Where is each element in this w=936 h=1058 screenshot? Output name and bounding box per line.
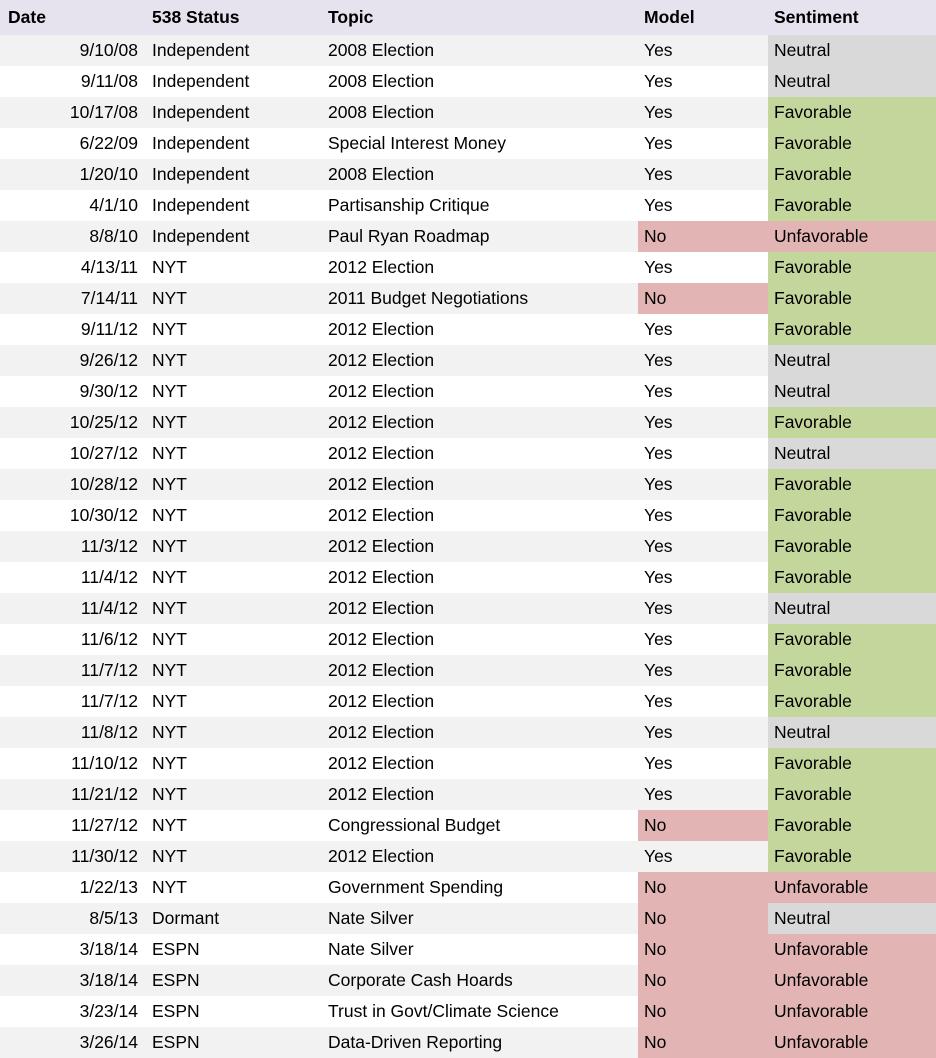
cell-model: Yes <box>638 159 768 190</box>
cell-status: NYT <box>146 717 322 748</box>
cell-sentiment: Unfavorable <box>768 965 936 996</box>
cell-sentiment: Favorable <box>768 500 936 531</box>
table-row <box>0 314 936 345</box>
cell-sentiment: Favorable <box>768 686 936 717</box>
cell-topic: 2012 Election <box>322 593 638 624</box>
cell-model: Yes <box>638 376 768 407</box>
cell-status: NYT <box>146 872 322 903</box>
cell-model: Yes <box>638 748 768 779</box>
cell-date: 11/30/12 <box>0 841 146 872</box>
table-row <box>0 624 936 655</box>
cell-status: ESPN <box>146 996 322 1027</box>
cell-status: Independent <box>146 128 322 159</box>
cell-sentiment: Neutral <box>768 593 936 624</box>
cell-topic: Partisanship Critique <box>322 190 638 221</box>
cell-model: Yes <box>638 35 768 66</box>
cell-status: NYT <box>146 252 322 283</box>
cell-sentiment: Favorable <box>768 562 936 593</box>
cell-status: NYT <box>146 438 322 469</box>
table-row <box>0 221 936 252</box>
table-row <box>0 748 936 779</box>
table-row <box>0 934 936 965</box>
cell-topic: 2012 Election <box>322 438 638 469</box>
cell-date: 9/30/12 <box>0 376 146 407</box>
cell-date: 4/1/10 <box>0 190 146 221</box>
cell-sentiment: Favorable <box>768 748 936 779</box>
cell-sentiment: Favorable <box>768 841 936 872</box>
cell-status: NYT <box>146 748 322 779</box>
cell-model: No <box>638 221 768 252</box>
cell-topic: 2008 Election <box>322 66 638 97</box>
table-header <box>0 0 936 35</box>
cell-model: Yes <box>638 624 768 655</box>
cell-model: Yes <box>638 686 768 717</box>
cell-topic: Paul Ryan Roadmap <box>322 221 638 252</box>
cell-status: NYT <box>146 593 322 624</box>
cell-date: 11/6/12 <box>0 624 146 655</box>
cell-sentiment: Favorable <box>768 624 936 655</box>
table-header-row <box>0 0 936 35</box>
cell-sentiment: Favorable <box>768 314 936 345</box>
cell-status: NYT <box>146 624 322 655</box>
cell-date: 11/27/12 <box>0 810 146 841</box>
cell-date: 3/18/14 <box>0 965 146 996</box>
cell-date: 9/11/08 <box>0 66 146 97</box>
column-header-model: Model <box>638 0 768 35</box>
table-row <box>0 97 936 128</box>
cell-status: ESPN <box>146 934 322 965</box>
table-row <box>0 531 936 562</box>
cell-sentiment: Favorable <box>768 531 936 562</box>
cell-date: 11/8/12 <box>0 717 146 748</box>
cell-status: NYT <box>146 500 322 531</box>
table-row <box>0 686 936 717</box>
cell-topic: Trust in Govt/Climate Science <box>322 996 638 1027</box>
table-row <box>0 345 936 376</box>
cell-model: Yes <box>638 500 768 531</box>
table-row <box>0 190 936 221</box>
cell-status: Independent <box>146 221 322 252</box>
cell-date: 3/18/14 <box>0 934 146 965</box>
column-header-date: Date <box>0 0 146 35</box>
cell-topic: 2012 Election <box>322 314 638 345</box>
table-row <box>0 159 936 190</box>
cell-status: Independent <box>146 66 322 97</box>
cell-sentiment: Neutral <box>768 345 936 376</box>
table-row <box>0 717 936 748</box>
cell-topic: 2012 Election <box>322 624 638 655</box>
cell-date: 4/13/11 <box>0 252 146 283</box>
cell-topic: 2012 Election <box>322 252 638 283</box>
table-row <box>0 872 936 903</box>
cell-status: Independent <box>146 35 322 66</box>
cell-status: NYT <box>146 562 322 593</box>
cell-sentiment: Unfavorable <box>768 1027 936 1058</box>
cell-model: Yes <box>638 314 768 345</box>
cell-model: Yes <box>638 531 768 562</box>
cell-status: NYT <box>146 469 322 500</box>
cell-date: 11/7/12 <box>0 686 146 717</box>
table-row <box>0 35 936 66</box>
table-row <box>0 283 936 314</box>
cell-model: Yes <box>638 345 768 376</box>
cell-status: NYT <box>146 686 322 717</box>
cell-topic: 2011 Budget Negotiations <box>322 283 638 314</box>
cell-date: 8/8/10 <box>0 221 146 252</box>
table-row <box>0 1027 936 1058</box>
cell-date: 3/26/14 <box>0 1027 146 1058</box>
cell-date: 10/30/12 <box>0 500 146 531</box>
table-row <box>0 252 936 283</box>
cell-topic: 2008 Election <box>322 97 638 128</box>
cell-sentiment: Favorable <box>768 655 936 686</box>
cell-topic: Data-Driven Reporting <box>322 1027 638 1058</box>
cell-date: 11/21/12 <box>0 779 146 810</box>
cell-sentiment: Unfavorable <box>768 221 936 252</box>
cell-status: NYT <box>146 655 322 686</box>
cell-date: 1/20/10 <box>0 159 146 190</box>
cell-topic: Congressional Budget <box>322 810 638 841</box>
cell-sentiment: Neutral <box>768 35 936 66</box>
cell-topic: 2012 Election <box>322 779 638 810</box>
cell-model: Yes <box>638 66 768 97</box>
cell-model: No <box>638 810 768 841</box>
cell-sentiment: Favorable <box>768 190 936 221</box>
cell-date: 11/10/12 <box>0 748 146 779</box>
cell-model: Yes <box>638 593 768 624</box>
table-row <box>0 996 936 1027</box>
cell-topic: 2012 Election <box>322 748 638 779</box>
table-row <box>0 903 936 934</box>
cell-status: NYT <box>146 841 322 872</box>
cell-model: Yes <box>638 655 768 686</box>
cell-date: 11/7/12 <box>0 655 146 686</box>
cell-topic: 2012 Election <box>322 717 638 748</box>
cell-date: 11/4/12 <box>0 593 146 624</box>
table-row <box>0 66 936 97</box>
cell-model: Yes <box>638 562 768 593</box>
cell-date: 10/25/12 <box>0 407 146 438</box>
cell-model: Yes <box>638 469 768 500</box>
cell-sentiment: Unfavorable <box>768 872 936 903</box>
cell-model: Yes <box>638 190 768 221</box>
cell-sentiment: Favorable <box>768 252 936 283</box>
cell-sentiment: Favorable <box>768 159 936 190</box>
cell-topic: 2008 Election <box>322 159 638 190</box>
cell-model: Yes <box>638 841 768 872</box>
cell-sentiment: Neutral <box>768 717 936 748</box>
cell-date: 6/22/09 <box>0 128 146 159</box>
cell-topic: 2012 Election <box>322 500 638 531</box>
cell-sentiment: Neutral <box>768 903 936 934</box>
column-header-topic: Topic <box>322 0 638 35</box>
cell-status: Independent <box>146 159 322 190</box>
cell-model: No <box>638 934 768 965</box>
cell-sentiment: Neutral <box>768 376 936 407</box>
cell-model: No <box>638 965 768 996</box>
cell-topic: 2012 Election <box>322 345 638 376</box>
table-row <box>0 438 936 469</box>
cell-topic: 2008 Election <box>322 35 638 66</box>
table-row <box>0 810 936 841</box>
table-row <box>0 593 936 624</box>
table-row <box>0 841 936 872</box>
cell-date: 1/22/13 <box>0 872 146 903</box>
cell-model: No <box>638 903 768 934</box>
table-row <box>0 562 936 593</box>
cell-model: Yes <box>638 128 768 159</box>
cell-status: NYT <box>146 345 322 376</box>
column-header-538-status: 538 Status <box>146 0 322 35</box>
cell-model: Yes <box>638 252 768 283</box>
cell-sentiment: Unfavorable <box>768 996 936 1027</box>
cell-sentiment: Favorable <box>768 97 936 128</box>
cell-sentiment: Favorable <box>768 283 936 314</box>
cell-model: No <box>638 1027 768 1058</box>
cell-date: 8/5/13 <box>0 903 146 934</box>
cell-date: 3/23/14 <box>0 996 146 1027</box>
cell-date: 9/10/08 <box>0 35 146 66</box>
cell-topic: 2012 Election <box>322 841 638 872</box>
cell-status: NYT <box>146 531 322 562</box>
cell-sentiment: Unfavorable <box>768 934 936 965</box>
cell-date: 9/11/12 <box>0 314 146 345</box>
cell-sentiment: Neutral <box>768 438 936 469</box>
cell-sentiment: Favorable <box>768 407 936 438</box>
cell-model: Yes <box>638 407 768 438</box>
column-header-sentiment: Sentiment <box>768 0 936 35</box>
cell-model: Yes <box>638 717 768 748</box>
cell-topic: 2012 Election <box>322 407 638 438</box>
cell-sentiment: Favorable <box>768 128 936 159</box>
cell-model: No <box>638 872 768 903</box>
cell-date: 10/17/08 <box>0 97 146 128</box>
cell-status: Independent <box>146 97 322 128</box>
cell-sentiment: Neutral <box>768 66 936 97</box>
cell-topic: 2012 Election <box>322 562 638 593</box>
cell-topic: Nate Silver <box>322 934 638 965</box>
cell-status: NYT <box>146 376 322 407</box>
cell-date: 11/4/12 <box>0 562 146 593</box>
cell-model: Yes <box>638 97 768 128</box>
cell-model: No <box>638 996 768 1027</box>
table-body <box>0 35 936 1058</box>
cell-date: 10/28/12 <box>0 469 146 500</box>
cell-model: Yes <box>638 779 768 810</box>
cell-status: NYT <box>146 407 322 438</box>
cell-topic: 2012 Election <box>322 686 638 717</box>
cell-status: NYT <box>146 779 322 810</box>
cell-topic: 2012 Election <box>322 655 638 686</box>
cell-status: Independent <box>146 190 322 221</box>
cell-model: No <box>638 283 768 314</box>
table-row <box>0 407 936 438</box>
cell-model: Yes <box>638 438 768 469</box>
table-row <box>0 376 936 407</box>
table-row <box>0 655 936 686</box>
cell-status: NYT <box>146 283 322 314</box>
cell-topic: 2012 Election <box>322 469 638 500</box>
cell-date: 11/3/12 <box>0 531 146 562</box>
cell-topic: Government Spending <box>322 872 638 903</box>
table-row <box>0 500 936 531</box>
table-row <box>0 469 936 500</box>
cell-topic: Corporate Cash Hoards <box>322 965 638 996</box>
cell-topic: 2012 Election <box>322 531 638 562</box>
cell-date: 7/14/11 <box>0 283 146 314</box>
cell-topic: Nate Silver <box>322 903 638 934</box>
cell-date: 9/26/12 <box>0 345 146 376</box>
cell-status: ESPN <box>146 1027 322 1058</box>
cell-status: NYT <box>146 810 322 841</box>
cell-topic: 2012 Election <box>322 376 638 407</box>
table-row <box>0 779 936 810</box>
cell-status: Dormant <box>146 903 322 934</box>
cell-sentiment: Favorable <box>768 810 936 841</box>
cell-topic: Special Interest Money <box>322 128 638 159</box>
table-row <box>0 965 936 996</box>
table-row <box>0 128 936 159</box>
cell-sentiment: Favorable <box>768 469 936 500</box>
cell-status: ESPN <box>146 965 322 996</box>
cell-sentiment: Favorable <box>768 779 936 810</box>
cell-date: 10/27/12 <box>0 438 146 469</box>
cell-status: NYT <box>146 314 322 345</box>
